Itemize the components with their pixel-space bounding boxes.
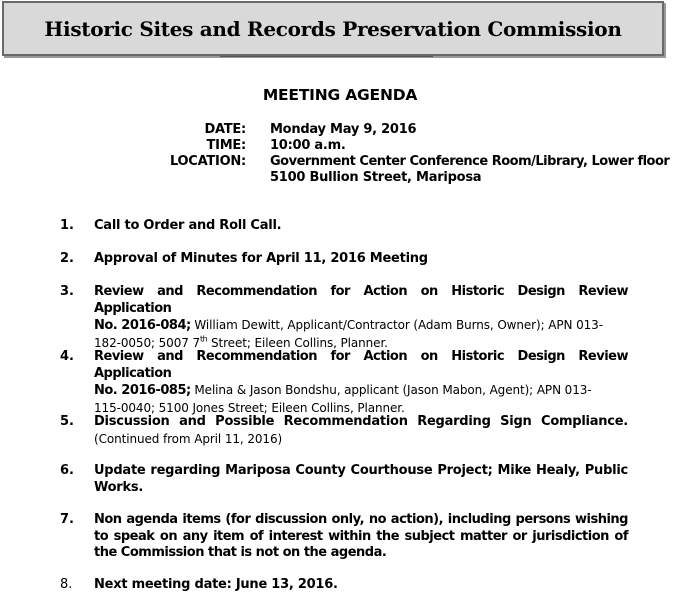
agenda-item-4 xyxy=(94,349,628,417)
item-title-line: Review and Recommendation for Action on Historic Design Review Application xyxy=(94,349,628,381)
location-value-line2: 5100 Bullion Street, Mariposa xyxy=(270,170,482,185)
agenda-heading: MEETING AGENDA xyxy=(262,86,418,104)
date-value: Monday May 9, 2016 xyxy=(270,122,417,137)
item-text-line: the Commission that is not on the agenda. xyxy=(94,545,387,560)
item-application-number: No. 2016-084; xyxy=(94,318,191,333)
item-text: Next meeting date: June 13, 2016. xyxy=(94,577,338,592)
item-text: Approval of Minutes for April 11, 2016 Meeting xyxy=(94,251,428,266)
item-application-number: No. 2016-085; xyxy=(94,383,191,398)
item-number: 3. xyxy=(60,284,74,299)
agenda-item-1 xyxy=(94,218,628,235)
item-text-line: Works. xyxy=(94,479,144,495)
agenda-item-6 xyxy=(94,463,628,496)
item-number: 5. xyxy=(60,414,74,429)
item-details: Street; Eileen Collins, Planner. xyxy=(207,335,388,350)
item-title-line: Review and Recommendation for Action on Historic Design Review Application xyxy=(94,284,628,316)
location-label: LOCATION: xyxy=(169,154,246,169)
item-number: 1. xyxy=(60,218,74,233)
item-title-line: Discussion and Possible Recommendation Regarding Sign Compliance. xyxy=(94,414,628,429)
item-details: Melina & Jason Bondshu, applicant (Jason Mabon, Agent); APN 013- xyxy=(190,383,592,397)
commission-title-banner xyxy=(2,1,664,56)
agenda-item-8 xyxy=(94,577,628,594)
ordinal-suffix: th xyxy=(200,334,208,344)
agenda-item-5 xyxy=(94,414,628,448)
title-divider xyxy=(220,56,433,57)
agenda-item-7 xyxy=(94,512,628,562)
item-text: Call to Order and Roll Call. xyxy=(94,218,282,233)
item-text-line: to speak on any item of interest within the subject matter or jurisdiction of xyxy=(94,528,628,544)
item-number: 8. xyxy=(60,577,73,592)
item-details: (Continued from April 11, 2016) xyxy=(94,431,283,446)
item-details: William Dewitt, Applicant/Contractor (Adam Burns, Owner); APN 013- xyxy=(190,318,603,332)
item-details: 115-0040; 5100 Jones Street; Eileen Collins, Planner. xyxy=(94,400,405,415)
item-text-line: Non agenda items (for discussion only, no action), including persons wishing xyxy=(94,512,628,527)
time-label: TIME: xyxy=(206,138,246,153)
item-number: 6. xyxy=(60,463,74,478)
item-number: 7. xyxy=(60,512,74,527)
commission-title: Historic Sites and Records Preservation Commission xyxy=(44,16,622,41)
agenda-item-2 xyxy=(94,251,628,268)
date-label: DATE: xyxy=(204,122,246,137)
agenda-item-3 xyxy=(94,284,628,352)
item-details: 182-0050; 5007 7 xyxy=(94,335,201,350)
item-number: 4. xyxy=(60,349,74,364)
item-number: 2. xyxy=(60,251,74,266)
time-value: 10:00 a.m. xyxy=(270,138,346,153)
location-value-line1: Government Center Conference Room/Library, Lower floor xyxy=(270,154,670,169)
item-text-line: Update regarding Mariposa County Courthouse Project; Mike Healy, Public xyxy=(94,463,628,478)
